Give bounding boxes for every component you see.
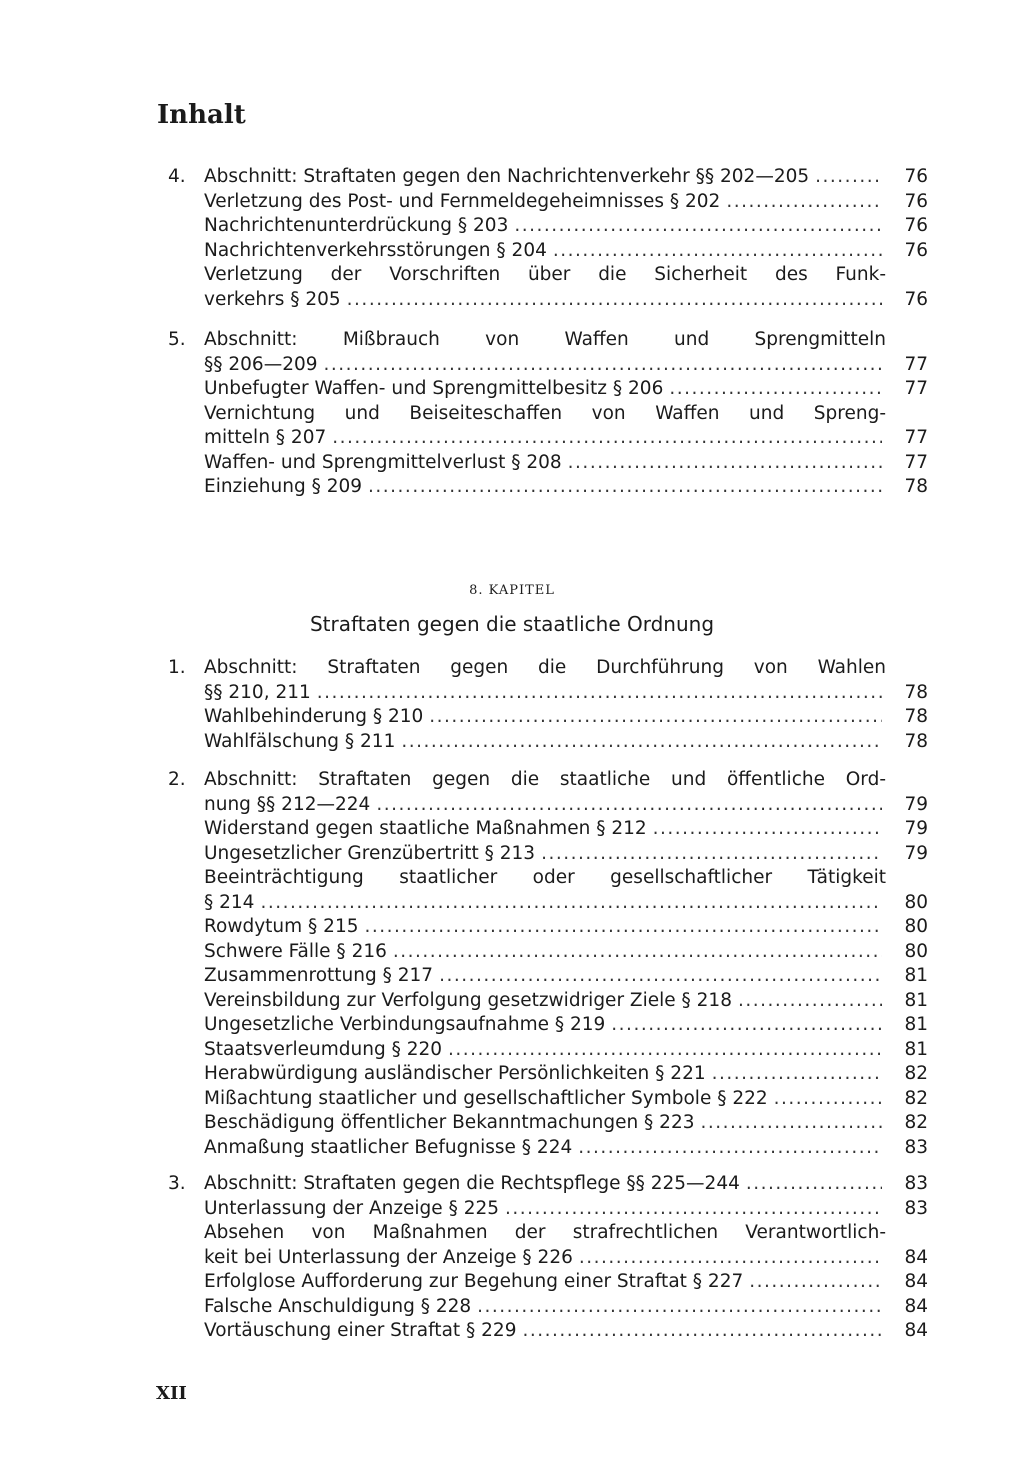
- toc-entry-page: 84: [904, 1271, 928, 1292]
- dot-leader: [368, 475, 882, 500]
- toc-entry: [168, 940, 928, 965]
- toc-entry-page: 80: [904, 891, 928, 913]
- toc-entry-title: Vereinsbildung zur Verfolgung gesetzwidriger Ziele § 218: [204, 989, 732, 1011]
- dot-leader: [712, 1062, 882, 1087]
- toc-entry: [168, 190, 928, 215]
- dot-leader: [448, 1038, 882, 1063]
- toc-entry-title: verkehrs § 205: [204, 288, 341, 310]
- toc-entry: [168, 1087, 928, 1112]
- toc-entry: [168, 817, 928, 842]
- toc-entry: [168, 426, 928, 451]
- toc-entry-page: 83: [904, 1173, 928, 1194]
- toc-entry-page: 79: [904, 793, 928, 815]
- toc-entry-title: Unterlassung der Anzeige § 225: [204, 1197, 500, 1219]
- toc-entry-title: Anmaßung staatlicher Befugnisse § 224: [204, 1136, 573, 1158]
- toc-entry: [168, 353, 928, 378]
- toc-entry-page: 77: [904, 427, 928, 448]
- dot-leader: [815, 165, 882, 190]
- dot-leader: [726, 190, 882, 215]
- toc-section-4: [168, 165, 928, 312]
- toc-entry-title: Einziehung § 209: [204, 476, 363, 497]
- toc-entry-title: § 214: [204, 891, 255, 913]
- toc-entry: [168, 1013, 928, 1038]
- toc-entry-title: Ungesetzlicher Grenzübertritt § 213: [204, 842, 536, 864]
- toc-entry: [168, 730, 928, 755]
- toc-entry-title: §§ 210, 211: [204, 681, 311, 703]
- toc-entry-page: 76: [904, 239, 928, 261]
- toc-entry-page: 76: [904, 190, 928, 212]
- toc-entry-page: 77: [904, 353, 928, 375]
- toc-entry-page: 84: [904, 1295, 928, 1317]
- toc-entry-page: 78: [904, 730, 928, 752]
- toc-entry: [168, 989, 928, 1014]
- chapter-title: Straftaten gegen die staatliche Ordnung: [309, 612, 715, 636]
- toc-entry-number: 5.: [168, 329, 186, 350]
- toc-entry-page: 84: [904, 1320, 928, 1341]
- toc-entry-page: 77: [904, 451, 928, 473]
- toc-entry: [168, 239, 928, 264]
- dot-leader: [401, 730, 882, 755]
- toc-entry-number: 1.: [168, 657, 186, 678]
- toc-entry-page: 80: [904, 916, 928, 937]
- toc-entry-title: Nachrichtenverkehrsstörungen § 204: [204, 239, 547, 261]
- toc-entry-page: 82: [904, 1112, 928, 1133]
- dot-leader: [332, 426, 882, 451]
- dot-leader: [260, 891, 882, 916]
- toc-entry-page: 76: [904, 215, 928, 236]
- toc-entry: [168, 915, 928, 940]
- toc-chapter-section-3: [168, 1172, 928, 1344]
- toc-entry-title: Vortäuschung einer Straftat § 229: [204, 1320, 517, 1341]
- toc-entry: [168, 1246, 928, 1271]
- toc-entry-page: 81: [904, 1038, 928, 1060]
- dot-leader: [669, 377, 882, 402]
- toc-entry: [168, 1295, 928, 1320]
- toc-entry-page: 82: [904, 1063, 928, 1084]
- toc-entry: [168, 891, 928, 916]
- toc-entry-title: Mißachtung staatlicher und gesellschaftlicher Symbole § 222: [204, 1087, 768, 1109]
- dot-leader: [578, 1136, 882, 1161]
- toc-entry-title: Abschnitt: Mißbrauch von Waffen und Sprengmitteln: [204, 329, 886, 350]
- toc-entry-page: 78: [904, 706, 928, 727]
- toc-entry-title: §§ 206—209: [204, 353, 318, 375]
- dot-leader: [522, 1319, 882, 1344]
- toc-entry-title: Herabwürdigung ausländischer Persönlichkeiten § 221: [204, 1063, 706, 1084]
- toc-entry-page: 82: [904, 1087, 928, 1109]
- toc-entry: [168, 768, 928, 793]
- toc-entry: [168, 1221, 928, 1246]
- toc-entry-number: 2.: [168, 769, 186, 790]
- toc-entry-title: Verletzung des Post- und Fernmeldegeheimnisses § 202: [204, 190, 721, 212]
- toc-chapter-section-2: [168, 768, 928, 1160]
- toc-entry-title: Zusammenrottung § 217: [204, 965, 434, 986]
- toc-entry: [168, 842, 928, 867]
- toc-entry: [168, 1172, 928, 1197]
- toc-entry-page: 77: [904, 378, 928, 399]
- dot-leader: [376, 793, 882, 818]
- toc-entry: [168, 214, 928, 239]
- dot-leader: [429, 705, 882, 730]
- toc-entry-title: Abschnitt: Straftaten gegen die Durchführung von Wahlen: [204, 657, 886, 678]
- toc-entry: [168, 1062, 928, 1087]
- page-number: XII: [156, 1383, 187, 1404]
- dot-leader: [514, 214, 882, 239]
- dot-leader: [393, 940, 882, 965]
- dot-leader: [477, 1295, 882, 1320]
- toc-entry-number: 4.: [168, 166, 186, 187]
- chapter-label: 8. KAPITEL: [469, 583, 555, 598]
- toc-entry-title: Schwere Fälle § 216: [204, 940, 387, 962]
- toc-entry-title: Rowdytum § 215: [204, 916, 359, 937]
- dot-leader: [653, 817, 882, 842]
- dot-leader: [541, 842, 882, 867]
- dot-leader: [568, 451, 882, 476]
- toc-entry-page: 81: [904, 989, 928, 1011]
- toc-entry-title: mitteln § 207: [204, 427, 327, 448]
- toc-entry: [168, 1136, 928, 1161]
- dot-leader: [701, 1111, 883, 1136]
- toc-entry: [168, 964, 928, 989]
- toc-entry-title: Wahlfälschung § 211: [204, 730, 396, 752]
- toc-entry: [168, 1111, 928, 1136]
- toc-entry: [168, 165, 928, 190]
- toc-entry: [168, 451, 928, 476]
- toc-entry-title: Abschnitt: Straftaten gegen den Nachrichtenverkehr §§ 202—205: [204, 166, 810, 187]
- toc-entry-title: Waffen- und Sprengmittelverlust § 208: [204, 451, 562, 473]
- toc-entry-page: 79: [904, 842, 928, 864]
- toc-entry-title: nung §§ 212—224: [204, 793, 371, 815]
- toc-entry: [168, 1319, 928, 1344]
- toc-entry: [168, 377, 928, 402]
- toc-entry-title: Staatsverleumdung § 220: [204, 1038, 443, 1060]
- toc-entry-title: Beschädigung öffentlicher Bekanntmachungen § 223: [204, 1112, 695, 1133]
- dot-leader: [365, 915, 883, 940]
- toc-entry-number: 3.: [168, 1173, 186, 1194]
- toc-entry: [168, 402, 928, 427]
- toc-entry: [168, 328, 928, 353]
- dot-leader: [749, 1270, 882, 1295]
- toc-entry-title: Falsche Anschuldigung § 228: [204, 1295, 472, 1317]
- dot-leader: [738, 989, 882, 1014]
- toc-entry-title: Abschnitt: Straftaten gegen die staatliche und öffentliche Ord-: [204, 769, 886, 790]
- dot-leader: [774, 1087, 882, 1112]
- toc-entry-title: Nachrichtenunterdrückung § 203: [204, 215, 509, 236]
- toc-entry-page: 84: [904, 1246, 928, 1268]
- toc-entry-title: keit bei Unterlassung der Anzeige § 226: [204, 1246, 573, 1268]
- toc-entry: [168, 263, 928, 288]
- toc-entry-title: Erfolglose Aufforderung zur Begehung einer Straftat § 227: [204, 1271, 744, 1292]
- dot-leader: [611, 1013, 882, 1038]
- toc-entry-page: 78: [904, 476, 928, 497]
- dot-leader: [317, 681, 882, 706]
- toc-entry-page: 80: [904, 940, 928, 962]
- toc-entry: [168, 656, 928, 681]
- dot-leader: [746, 1172, 882, 1197]
- toc-entry: [168, 288, 928, 313]
- toc-entry: [168, 866, 928, 891]
- toc-entry-title: Abschnitt: Straftaten gegen die Rechtspflege §§ 225—244: [204, 1173, 740, 1194]
- toc-entry-title: Absehen von Maßnahmen der strafrechtlichen Verantwortlich-: [204, 1222, 886, 1243]
- dot-leader: [324, 353, 882, 378]
- dot-leader: [347, 288, 882, 313]
- toc-entry-title: Widerstand gegen staatliche Maßnahmen § 212: [204, 818, 647, 839]
- toc-entry-title: Ungesetzliche Verbindungsaufnahme § 219: [204, 1014, 606, 1035]
- toc-entry-page: 76: [904, 166, 928, 187]
- toc-entry-page: 81: [904, 965, 928, 986]
- dot-leader: [553, 239, 882, 264]
- toc-entry-title: Wahlbehinderung § 210: [204, 706, 424, 727]
- toc-entry: [168, 1197, 928, 1222]
- toc-entry-page: 76: [904, 288, 928, 310]
- toc-entry: [168, 705, 928, 730]
- toc-entry: [168, 681, 928, 706]
- toc-section-5: [168, 328, 928, 500]
- toc-entry-title: Unbefugter Waffen- und Sprengmittelbesitz § 206: [204, 378, 664, 399]
- toc-entry-page: 81: [904, 1014, 928, 1035]
- toc-entry: [168, 1038, 928, 1063]
- toc-entry: [168, 793, 928, 818]
- toc-entry: [168, 475, 928, 500]
- toc-entry-title: Verletzung der Vorschriften über die Sicherheit des Funk-: [204, 264, 886, 285]
- toc-entry: [168, 1270, 928, 1295]
- dot-leader: [439, 964, 882, 989]
- toc-entry-title: Vernichtung und Beiseiteschaffen von Waffen und Spreng-: [204, 402, 886, 424]
- toc-chapter-section-1: [168, 656, 928, 754]
- toc-entry-title: Beeinträchtigung staatlicher oder gesellschaftlicher Tätigkeit: [204, 867, 886, 888]
- toc-entry-page: 79: [904, 818, 928, 839]
- toc-entry-page: 83: [904, 1197, 928, 1219]
- toc-entry-page: 78: [904, 681, 928, 703]
- toc-entry-page: 83: [904, 1136, 928, 1158]
- dot-leader: [579, 1246, 882, 1271]
- page-heading: Inhalt: [157, 100, 246, 130]
- dot-leader: [505, 1197, 882, 1222]
